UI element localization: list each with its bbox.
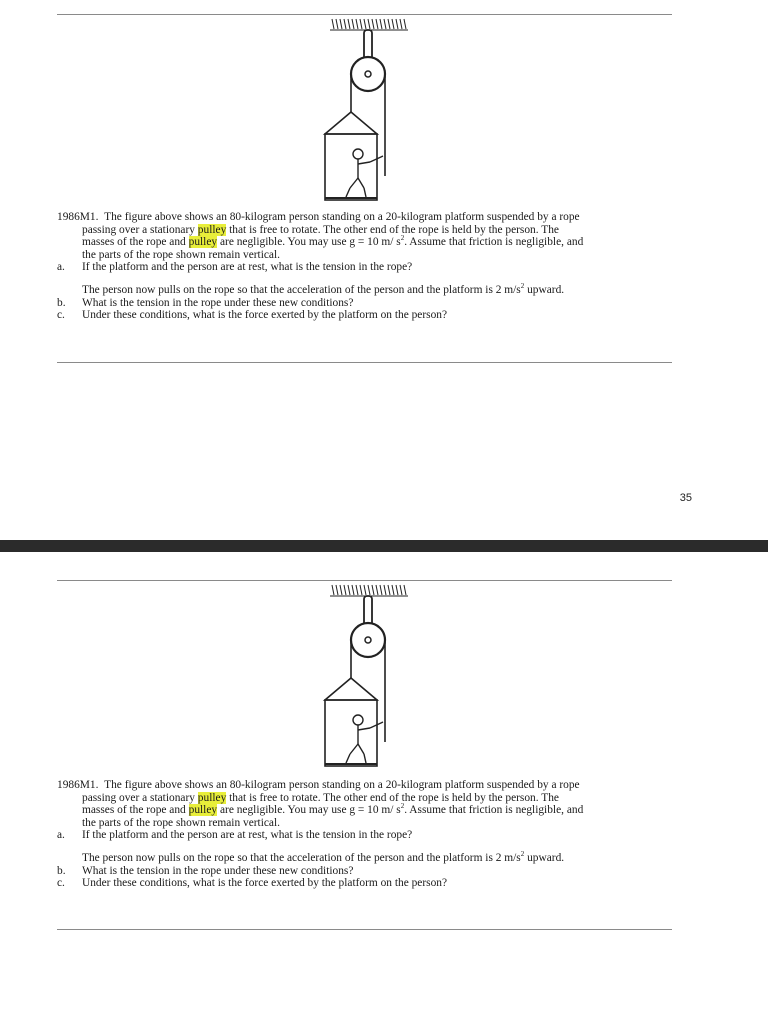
problem-intro-line-2: passing over a stationary pulley that is free to rotate. The other end of the rope is held by the person. The (82, 223, 559, 236)
problem-intro-line-3: masses of the rope and pulley are negligible. You may use g = 10 m/ $s^2$. Assume that friction is negligible, and (82, 234, 584, 249)
platform-frame (325, 700, 377, 766)
followup-text: The person now pulls on the rope so that the acceleration of the person and the platform is 2 $m/s^2$ upward. (82, 282, 565, 296)
problem-intro-line-4: the parts of the rope shown remain vertical. (82, 248, 281, 261)
document-page-bottom (0, 552, 768, 1024)
problem-intro-line-4: the parts of the rope shown remain vertical. (82, 816, 281, 829)
pulley-axle (365, 71, 371, 77)
highlight-pulley: pulley (197, 223, 227, 236)
bottom-rule (57, 362, 672, 363)
part-c: c. Under these conditions, what is the force exerted by the platform on the person? (57, 877, 448, 890)
pulley-diagram (320, 582, 420, 767)
followup-text: The person now pulls on the rope so that the acceleration of the person and the platform is 2 $m/s^2$ upward. (82, 850, 565, 864)
highlight-pulley: pulley (188, 804, 218, 817)
problem-intro-line-1: 1986M1. The figure above shows an 80-kilogram person standing on a 20-kilogram platform suspended by a rope (57, 779, 580, 791)
pulley-diagram (320, 16, 420, 201)
part-a: a. If the platform and the person are at rest, what is the tension in the rope? (57, 261, 413, 274)
top-rule (57, 14, 672, 15)
platform-hanger (325, 112, 377, 134)
top-rule (57, 580, 672, 581)
pulley-axle (365, 637, 371, 643)
platform-hanger (325, 678, 377, 700)
ceiling-hatch (330, 585, 408, 596)
part-c: c. Under these conditions, what is the force exerted by the platform on the person? (57, 309, 448, 322)
highlight-pulley: pulley (197, 791, 227, 804)
part-b: b. What is the tension in the rope under these new conditions? (57, 864, 354, 877)
part-b: b. What is the tension in the rope under these new conditions? (57, 296, 354, 309)
page-separator (0, 540, 768, 552)
ceiling-hatch (330, 19, 408, 30)
problem-text (57, 779, 677, 890)
platform-frame (325, 134, 377, 200)
problem-text (57, 211, 677, 322)
problem-intro-line-2: passing over a stationary pulley that is free to rotate. The other end of the rope is held by the person. The (82, 791, 559, 804)
problem-intro-line-1: 1986M1. The figure above shows an 80-kilogram person standing on a 20-kilogram platform suspended by a rope (57, 211, 580, 223)
problem-intro-line-3: masses of the rope and pulley are negligible. You may use g = 10 m/ $s^2$. Assume that friction is negligible, and (82, 802, 584, 817)
page-number: 35 (679, 492, 692, 504)
part-a: a. If the platform and the person are at rest, what is the tension in the rope? (57, 829, 413, 842)
highlight-pulley: pulley (188, 236, 218, 249)
bottom-rule (57, 929, 672, 930)
